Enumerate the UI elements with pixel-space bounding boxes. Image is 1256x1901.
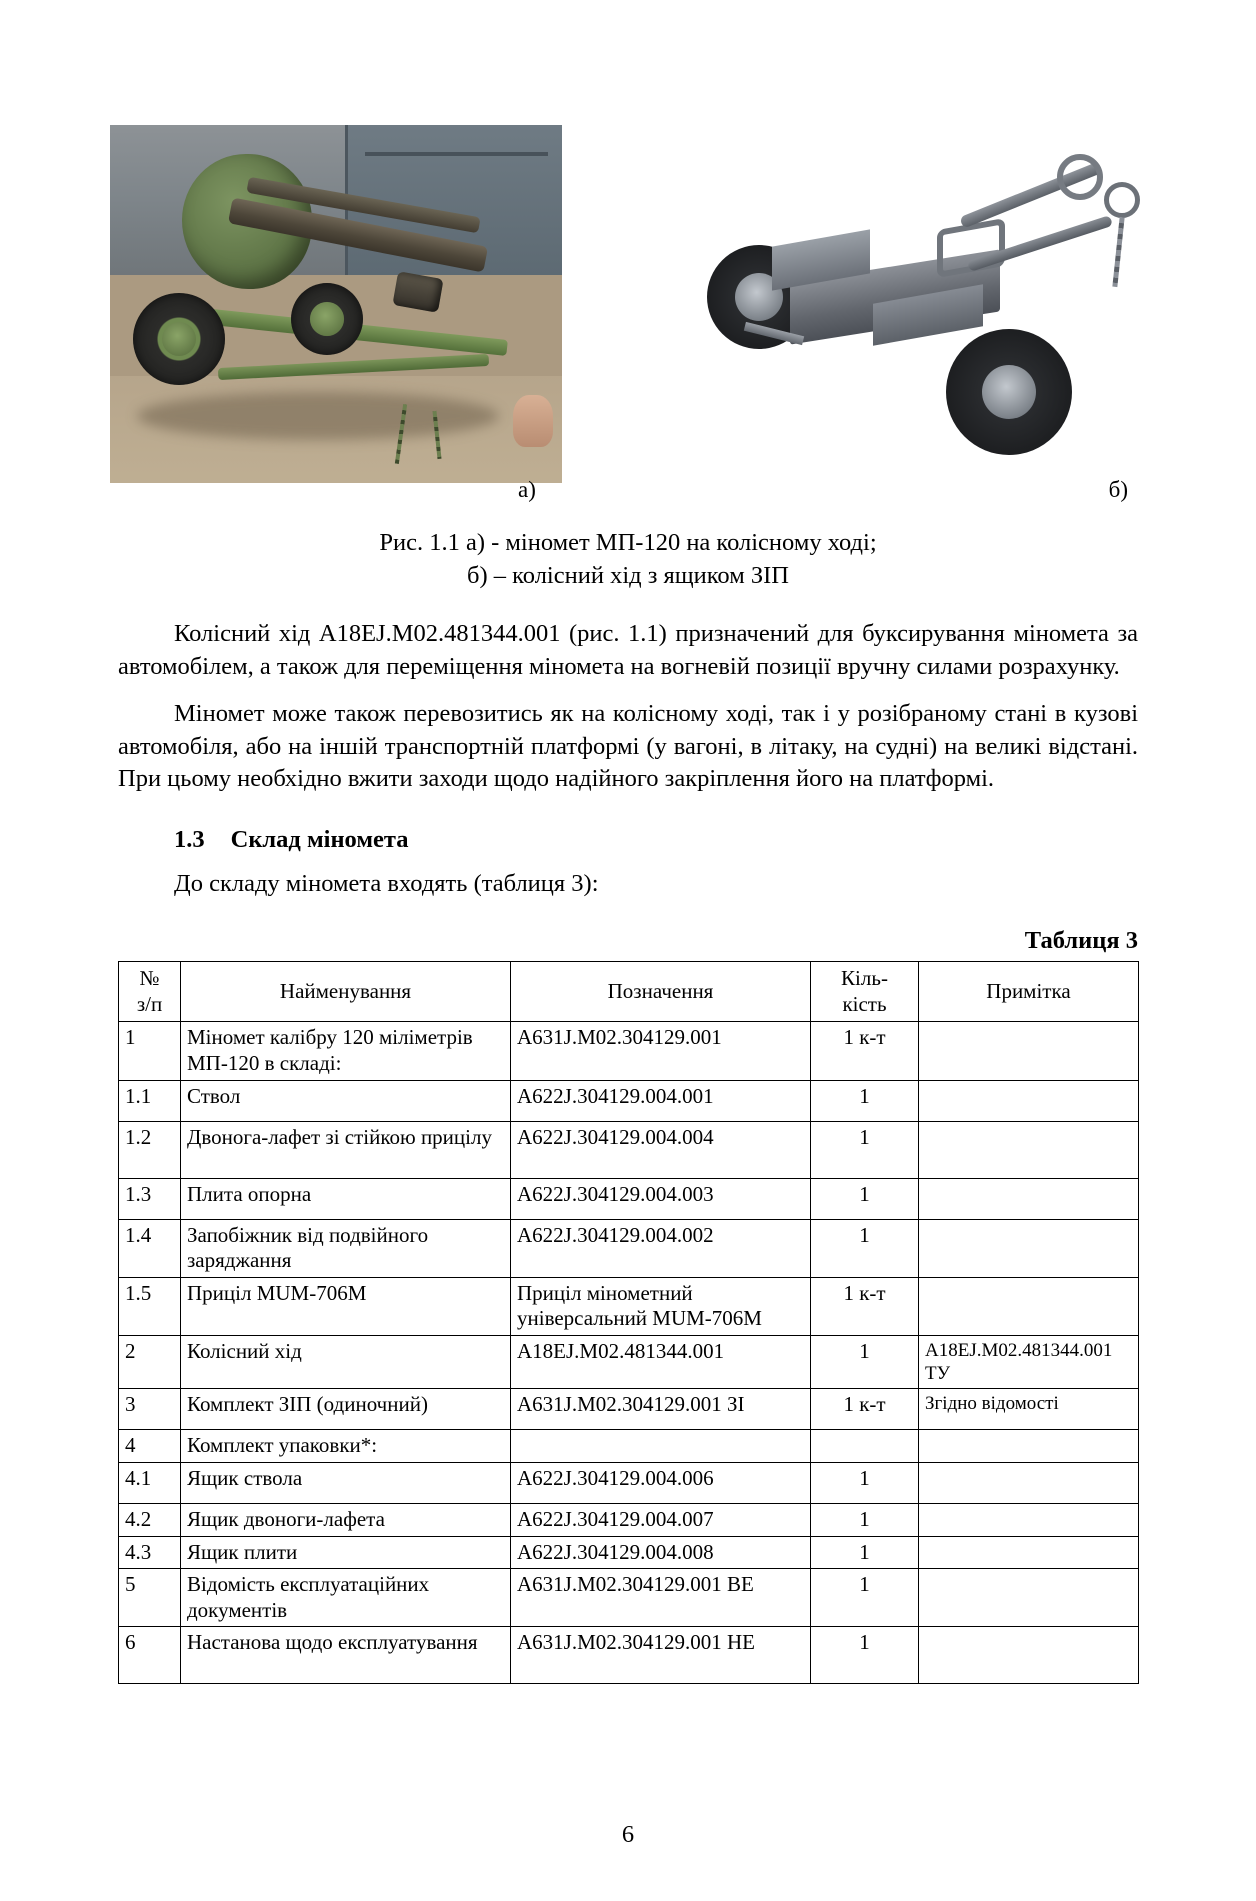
cell-quantity: 1 к-т xyxy=(811,1277,919,1335)
cell-name: Відомість експлуатаційних документів xyxy=(181,1569,511,1627)
cell-note xyxy=(919,1219,1139,1277)
figure-a-photo-mortar-on-wheeled-carriage xyxy=(110,125,562,483)
cell-note xyxy=(919,1022,1139,1080)
column-header-quantity-line1: Кіль- xyxy=(841,966,888,991)
section-title: Склад міномета xyxy=(230,826,409,854)
cell-no: 3 xyxy=(119,1389,181,1430)
cell-no: 2 xyxy=(119,1336,181,1389)
figure-b-render-wheeled-carriage-with-spare-parts-box xyxy=(698,133,1158,483)
render-tow-ring-secondary xyxy=(1104,182,1140,218)
table-row xyxy=(119,1462,1139,1503)
column-header-quantity xyxy=(811,962,919,1022)
column-header-quantity-line2: кість xyxy=(842,991,887,1016)
table-row xyxy=(119,1503,1139,1536)
cell-quantity: 1 к-т xyxy=(811,1389,919,1430)
cell-no: 1.2 xyxy=(119,1121,181,1178)
cell-designation: A631J.M02.304129.001 НЕ xyxy=(511,1627,811,1684)
cell-name: Ящик плити xyxy=(181,1536,511,1569)
cell-designation xyxy=(511,1430,811,1463)
cell-quantity: 1 xyxy=(811,1219,919,1277)
cell-quantity: 1 xyxy=(811,1569,919,1627)
column-header-no xyxy=(119,962,181,1022)
cell-note: Згідно відомості xyxy=(919,1389,1139,1430)
cell-designation: A631J.M02.304129.001 xyxy=(511,1022,811,1080)
cell-designation: A622J.304129.004.006 xyxy=(511,1462,811,1503)
cell-name: Настанова щодо експлуатування xyxy=(181,1627,511,1684)
column-header-no-line1: № xyxy=(139,966,160,991)
photo-shadow xyxy=(137,392,499,440)
paragraph-transport-conditions: Міномет може також перевозитись як на колісному ході, так і у розібраному стані в кузові автомобіля, або на іншій транспортній платформі (у вагоні, в літаку, на судні) на великі відстані. При цьому необхідно вжити заходи щодо надійного закріплення його на платформі. xyxy=(118,699,1138,793)
cell-designation: A622J.304129.004.003 xyxy=(511,1178,811,1219)
cell-no: 1.4 xyxy=(119,1219,181,1277)
cell-quantity: 1 xyxy=(811,1178,919,1219)
document-page xyxy=(0,125,1256,1901)
cell-quantity: 1 xyxy=(811,1503,919,1536)
cell-designation: A631J.M02.304129.001 ВЕ xyxy=(511,1569,811,1627)
cell-quantity: 1 xyxy=(811,1627,919,1684)
cell-no: 1.1 xyxy=(119,1080,181,1121)
table-row xyxy=(119,1336,1139,1389)
cell-quantity: 1 xyxy=(811,1121,919,1178)
render-tow-ring xyxy=(1057,154,1103,200)
cell-note xyxy=(919,1430,1139,1463)
carriage-wheel-hub-right xyxy=(310,302,344,336)
cell-name: Запобіжник від подвійного заряджання xyxy=(181,1219,511,1277)
cell-note xyxy=(919,1277,1139,1335)
cell-note xyxy=(919,1503,1139,1536)
cell-quantity: 1 к-т xyxy=(811,1022,919,1080)
cell-name: Ящик двоноги-лафета xyxy=(181,1503,511,1536)
cell-note xyxy=(919,1627,1139,1684)
table-caption: Таблиця 3 xyxy=(1024,927,1138,955)
cell-no: 4.1 xyxy=(119,1462,181,1503)
cell-note xyxy=(919,1080,1139,1121)
cell-no: 1.3 xyxy=(119,1178,181,1219)
cell-no: 1 xyxy=(119,1022,181,1080)
table-row xyxy=(119,1569,1139,1627)
cell-no: 1.5 xyxy=(119,1277,181,1335)
cell-designation: A631J.M02.304129.001 ЗІ xyxy=(511,1389,811,1430)
photo-hand xyxy=(513,395,553,447)
paragraph-wheeled-carriage-purpose: Колісний хід A18EJ.M02.481344.001 (рис. 1.1) призначений для буксирування міномета за автомобілем, а також для переміщення міномета на вогневій позиції вручну силами розрахунку. xyxy=(118,620,1138,680)
cell-name: Приціл MUM-706M xyxy=(181,1277,511,1335)
figure-label-b: б) xyxy=(1108,477,1128,502)
cell-designation: A622J.304129.004.007 xyxy=(511,1503,811,1536)
table-row xyxy=(119,1627,1139,1684)
composition-table xyxy=(118,961,1139,1684)
cell-no: 4.3 xyxy=(119,1536,181,1569)
cell-designation: A622J.304129.004.002 xyxy=(511,1219,811,1277)
cell-note xyxy=(919,1569,1139,1627)
cell-note xyxy=(919,1178,1139,1219)
table-row xyxy=(119,1430,1139,1463)
cell-quantity: 1 xyxy=(811,1462,919,1503)
cell-quantity: 1 xyxy=(811,1536,919,1569)
cell-quantity: 1 xyxy=(811,1080,919,1121)
section-number: 1.3 xyxy=(174,826,205,854)
column-header-name: Найменування xyxy=(181,962,511,1022)
column-header-designation: Позначення xyxy=(511,962,811,1022)
table-row xyxy=(119,1277,1139,1335)
cell-name: Ствол xyxy=(181,1080,511,1121)
cell-name: Комплект упаковки*: xyxy=(181,1430,511,1463)
table-row xyxy=(119,1389,1139,1430)
cell-note: A18EJ.M02.481344.001 ТУ xyxy=(919,1336,1139,1389)
cell-name: Комплект ЗІП (одиночний) xyxy=(181,1389,511,1430)
cell-designation: A622J.304129.004.008 xyxy=(511,1536,811,1569)
table-row xyxy=(119,1121,1139,1178)
carriage-wheel-hub-left xyxy=(162,322,196,356)
cell-note xyxy=(919,1462,1139,1503)
table-row xyxy=(119,1080,1139,1121)
column-header-no-line2: з/п xyxy=(136,991,163,1016)
cell-designation: A18EJ.M02.481344.001 xyxy=(511,1336,811,1389)
cell-note xyxy=(919,1536,1139,1569)
cell-designation: A622J.304129.004.001 xyxy=(511,1080,811,1121)
table-row xyxy=(119,1178,1139,1219)
cell-name: Двонога-лафет зі стійкою прицілу xyxy=(181,1121,511,1178)
cell-designation: A622J.304129.004.004 xyxy=(511,1121,811,1178)
cell-quantity xyxy=(811,1430,919,1463)
cell-name: Ящик ствола xyxy=(181,1462,511,1503)
column-header-note: Примітка xyxy=(919,962,1139,1022)
render-wheel-rim-front xyxy=(982,365,1036,419)
figure-caption xyxy=(118,527,1138,592)
paragraph-table-intro: До складу міномета входять (таблиця 3): xyxy=(174,870,599,898)
render-safety-chain xyxy=(1113,217,1125,287)
cell-no: 6 xyxy=(119,1627,181,1684)
cell-name: Міномет калібру 120 міліметрів МП-120 в складі: xyxy=(181,1022,511,1080)
cell-quantity: 1 xyxy=(811,1336,919,1389)
cell-name: Колісний хід xyxy=(181,1336,511,1389)
cell-no: 5 xyxy=(119,1569,181,1627)
table-row xyxy=(119,1219,1139,1277)
figure-group xyxy=(118,125,1138,505)
figure-caption-line-1: Рис. 1.1 а) - міномет МП-120 на колісному ході; xyxy=(379,529,877,556)
page-number: 6 xyxy=(621,1821,635,1848)
table-header-row xyxy=(119,962,1139,1022)
cell-no: 4 xyxy=(119,1430,181,1463)
table-row xyxy=(119,1536,1139,1569)
figure-caption-line-2: б) – колісний хід з ящиком ЗІП xyxy=(467,561,789,589)
section-heading-composition xyxy=(118,826,1138,854)
cell-designation: Приціл мінометний універсальний MUM-706M xyxy=(511,1277,811,1335)
table-row xyxy=(119,1022,1139,1080)
cell-note xyxy=(919,1121,1139,1178)
cell-no: 4.2 xyxy=(119,1503,181,1536)
cell-name: Плита опорна xyxy=(181,1178,511,1219)
figure-label-a: а) xyxy=(518,477,536,502)
